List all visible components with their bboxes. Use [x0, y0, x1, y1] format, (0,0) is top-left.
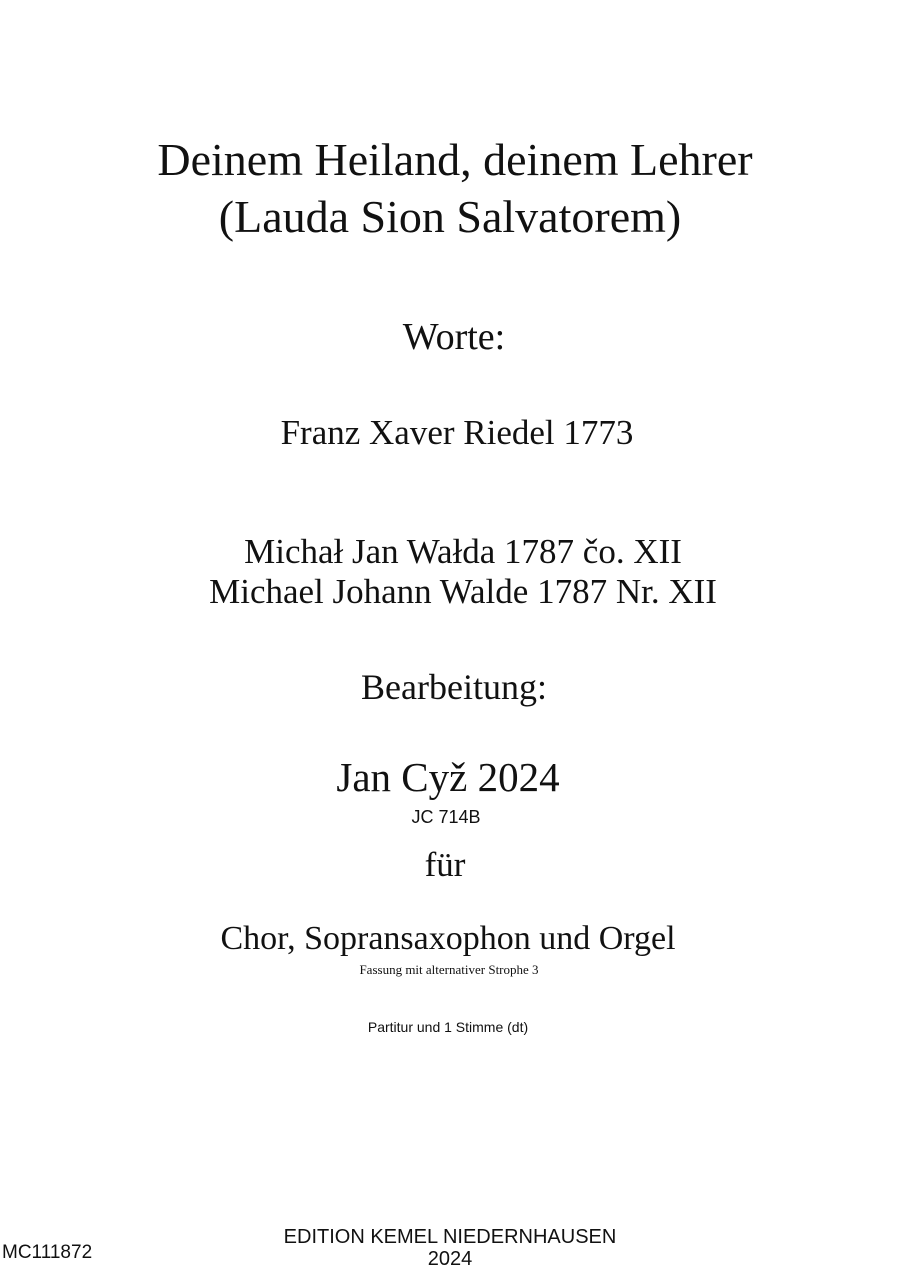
words-label: Worte: [402, 316, 506, 358]
catalog-number: JC 714B [411, 807, 481, 827]
melody-source-sorbian: Michał Jan Wałda 1787 čo. XII [244, 532, 682, 571]
for-label: für [424, 845, 466, 884]
words-author: Franz Xaver Riedel 1773 [280, 413, 634, 452]
contents-note: Partitur und 1 Stimme (dt) [367, 1019, 529, 1035]
arranger-name: Jan Cyž 2024 [336, 754, 560, 800]
publisher-name: EDITION KEMEL NIEDERNHAUSEN [283, 1226, 617, 1248]
publication-year: 2024 [427, 1248, 473, 1270]
item-number: MC111872 [2, 1242, 93, 1263]
main-title: Deinem Heiland, deinem Lehrer [157, 134, 753, 185]
version-note: Fassung mit alternativer Strophe 3 [359, 962, 539, 977]
subtitle-latin: (Lauda Sion Salvatorem) [218, 191, 682, 242]
melody-source-german: Michael Johann Walde 1787 Nr. XII [209, 572, 717, 611]
arrangement-label: Bearbeitung: [361, 667, 547, 707]
instrumentation: Chor, Sopransaxophon und Orgel [220, 920, 676, 957]
